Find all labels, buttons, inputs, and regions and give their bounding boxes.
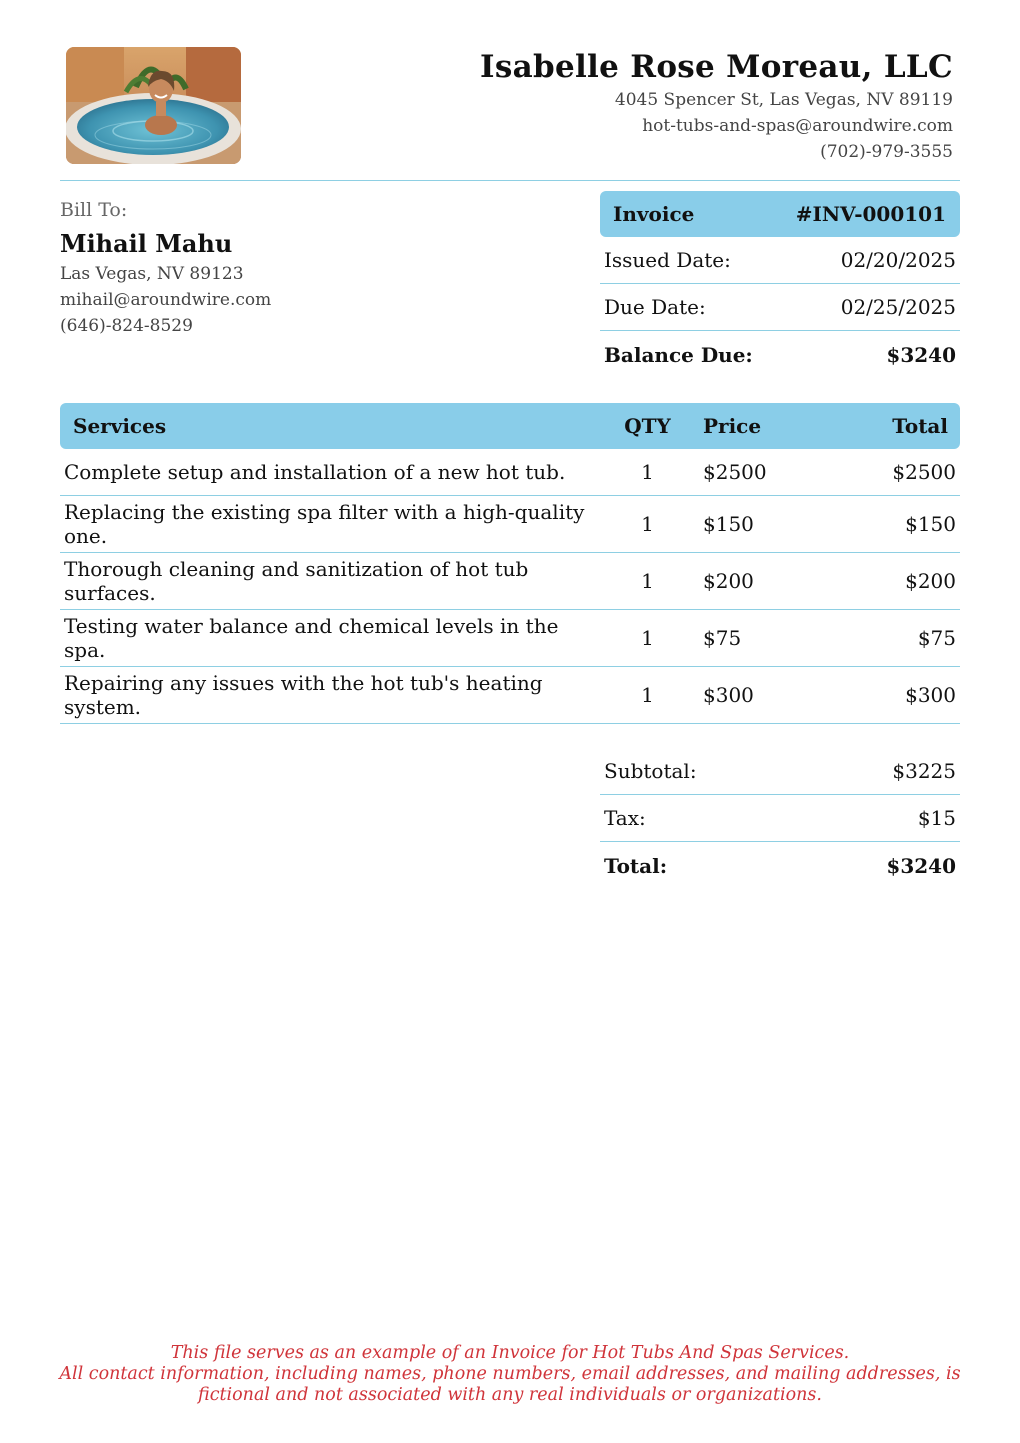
- table-row: [60, 667, 960, 724]
- header-price: Price: [703, 414, 762, 438]
- invoice-meta: [600, 191, 960, 378]
- service-description: Repairing any issues with the hot tub's heating system.: [64, 671, 543, 719]
- tax-row: [600, 795, 960, 842]
- balance-due-row: [600, 331, 960, 378]
- subtotal-row: [600, 748, 960, 795]
- table-row: [60, 610, 960, 667]
- service-total: $200: [905, 569, 956, 593]
- total-label: Total:: [604, 853, 668, 878]
- issued-date-row: [600, 237, 960, 284]
- header-qty: QTY: [624, 414, 671, 438]
- service-qty: 1: [641, 626, 654, 650]
- service-qty: 1: [641, 460, 654, 484]
- table-row: [60, 553, 960, 610]
- service-price: $150: [703, 512, 754, 536]
- service-description: Replacing the existing spa filter with a high-quality one.: [64, 500, 585, 548]
- header-total: Total: [892, 414, 948, 438]
- service-total: $2500: [892, 460, 956, 484]
- table-row: [60, 496, 960, 553]
- disclaimer: [30, 1343, 990, 1406]
- tax-value: $15: [917, 806, 956, 830]
- service-price: $300: [703, 683, 754, 707]
- table-row: [60, 449, 960, 496]
- service-description: Complete setup and installation of a new hot tub.: [64, 460, 566, 484]
- subtotal-label: Subtotal:: [604, 759, 697, 783]
- subtotal-value: $3225: [892, 759, 956, 783]
- bill-to-label: Bill To:: [60, 199, 128, 221]
- client-name: Mihail Mahu: [60, 229, 233, 258]
- service-price: $200: [703, 569, 754, 593]
- issued-date-label: Issued Date:: [604, 248, 731, 272]
- hot-tub-photo: [66, 47, 241, 164]
- due-date-label: Due Date:: [604, 295, 706, 319]
- total-value: $3240: [886, 853, 956, 878]
- disclaimer-line-3: fictional and not associated with any real individuals or organizations.: [198, 1385, 822, 1405]
- invoice-number: #INV-000101: [795, 202, 946, 226]
- header-divider: [60, 180, 960, 181]
- service-qty: 1: [641, 512, 654, 536]
- service-total: $300: [905, 683, 956, 707]
- service-qty: 1: [641, 683, 654, 707]
- client-address: Las Vegas, NV 89123: [60, 264, 244, 284]
- totals-section: [600, 748, 960, 889]
- invoice-header-bar: [600, 191, 960, 237]
- services-table: [60, 403, 960, 724]
- service-total: $150: [905, 512, 956, 536]
- issued-date-value: 02/20/2025: [840, 248, 956, 272]
- disclaimer-line-1: This file serves as an example of an Invoice for Hot Tubs And Spas Services.: [170, 1343, 850, 1363]
- client-email: mihail@aroundwire.com: [60, 290, 272, 310]
- company-logo-image: [66, 47, 241, 164]
- balance-due-value: $3240: [886, 342, 956, 367]
- company-phone: (702)-979-3555: [820, 142, 953, 162]
- company-info: [480, 48, 953, 165]
- client-phone: (646)-824-8529: [60, 316, 193, 336]
- due-date-value: 02/25/2025: [840, 295, 956, 319]
- service-description: Thorough cleaning and sanitization of hot tub surfaces.: [64, 557, 529, 605]
- service-qty: 1: [641, 569, 654, 593]
- service-description: Testing water balance and chemical levels in the spa.: [64, 614, 559, 662]
- header-services: Services: [73, 414, 167, 438]
- bill-to-section: [60, 197, 480, 339]
- balance-due-label: Balance Due:: [604, 342, 753, 367]
- service-price: $75: [703, 626, 742, 650]
- invoice-label: Invoice: [613, 202, 695, 226]
- company-address: 4045 Spencer St, Las Vegas, NV 89119: [614, 90, 953, 110]
- service-total: $75: [917, 626, 956, 650]
- disclaimer-line-2: All contact information, including names, phone numbers, email addresses, and mailing addresses, is: [59, 1364, 961, 1384]
- total-row: [600, 842, 960, 889]
- company-name: Isabelle Rose Moreau, LLC: [480, 49, 953, 85]
- services-table-header: [60, 403, 960, 449]
- tax-label: Tax:: [604, 806, 646, 830]
- due-date-row: [600, 284, 960, 331]
- company-email: hot-tubs-and-spas@aroundwire.com: [642, 116, 953, 136]
- service-price: $2500: [703, 460, 767, 484]
